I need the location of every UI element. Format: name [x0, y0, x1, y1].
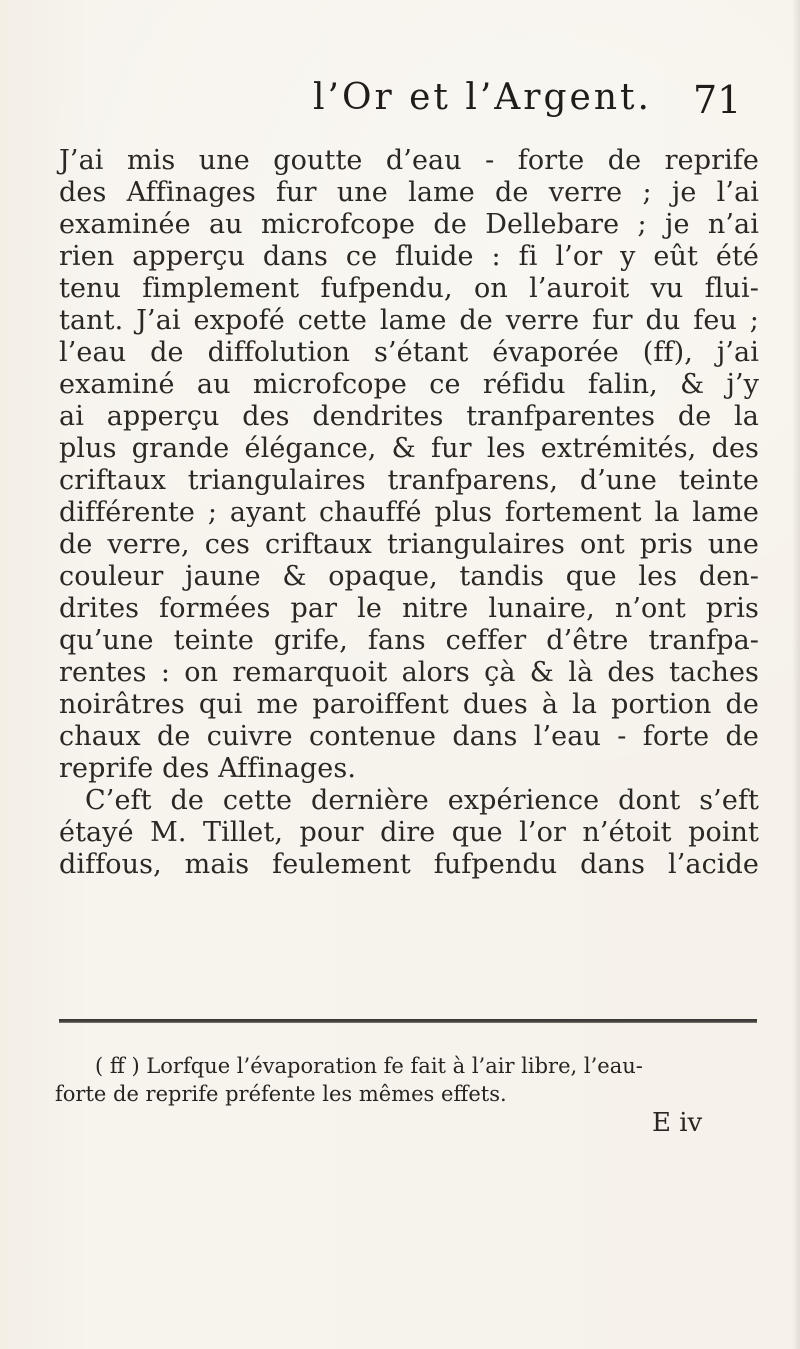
text-line: rien apperçu dans ce fluide : fi l’or y eût été [59, 241, 759, 272]
text-line: reprife des Affinages. [59, 753, 356, 784]
footnote-separator [59, 1019, 757, 1023]
text-line: qu’une teinte grife, fans ceffer d’être tranfpa- [59, 625, 759, 656]
text-line: examiné au microfcope ce réfidu falin, & j’y [59, 369, 759, 400]
text-line: des Affinages fur une lame de verre ; je l’ai [59, 177, 759, 208]
page-number: 71 [693, 78, 742, 122]
text-line: l’eau de diffolution s’étant évaporée (ff), j’ai [59, 337, 759, 368]
text-line: chaux de cuivre contenue dans l’eau - forte de [59, 721, 759, 752]
text-line: tant. J’ai expofé cette lame de verre fur du feu ; [59, 305, 759, 336]
text-line: rentes : on remarquoit alors çà & là des taches [59, 657, 759, 688]
footnote [55, 1052, 765, 1108]
text-line: J’ai mis une goutte d’eau - forte de reprife [59, 145, 759, 176]
footnote-line: forte de reprife préfente les mêmes effets. [55, 1082, 507, 1106]
text-line: C’eft de cette dernière expérience dont s’eft [85, 785, 759, 816]
text-line: ai apperçu des dendrites tranfparentes de la [59, 401, 759, 432]
footnote-line: ( ff ) Lorfque l’évaporation fe fait à l’air libre, l’eau- [95, 1054, 643, 1078]
text-line: diffous, mais feulement fufpendu dans l’acide [59, 849, 759, 880]
main-text [59, 145, 759, 881]
text-line: différente ; ayant chauffé plus fortement la lame [59, 497, 759, 528]
text-line: tenu fimplement fufpendu, on l’auroit vu flui- [59, 273, 759, 304]
text-line: criftaux triangulaires tranfparens, d’une teinte [59, 465, 759, 496]
text-line: noirâtres qui me paroiffent dues à la portion de [59, 689, 759, 720]
text-line: étayé M. Tillet, pour dire que l’or n’étoit point [59, 817, 759, 848]
page-edge-shadow [792, 0, 800, 1349]
text-line: examinée au microfcope de Dellebare ; je n’ai [59, 209, 759, 240]
text-line: drites formées par le nitre lunaire, n’ont pris [59, 593, 759, 624]
running-head: l’Or et l’Argent. [313, 77, 652, 118]
text-line: plus grande élégance, & fur les extrémités, des [59, 433, 759, 464]
text-line: couleur jaune & opaque, tandis que les den- [59, 561, 759, 592]
signature-mark: E iv [652, 1108, 703, 1138]
text-line: de verre, ces criftaux triangulaires ont pris une [59, 529, 759, 560]
